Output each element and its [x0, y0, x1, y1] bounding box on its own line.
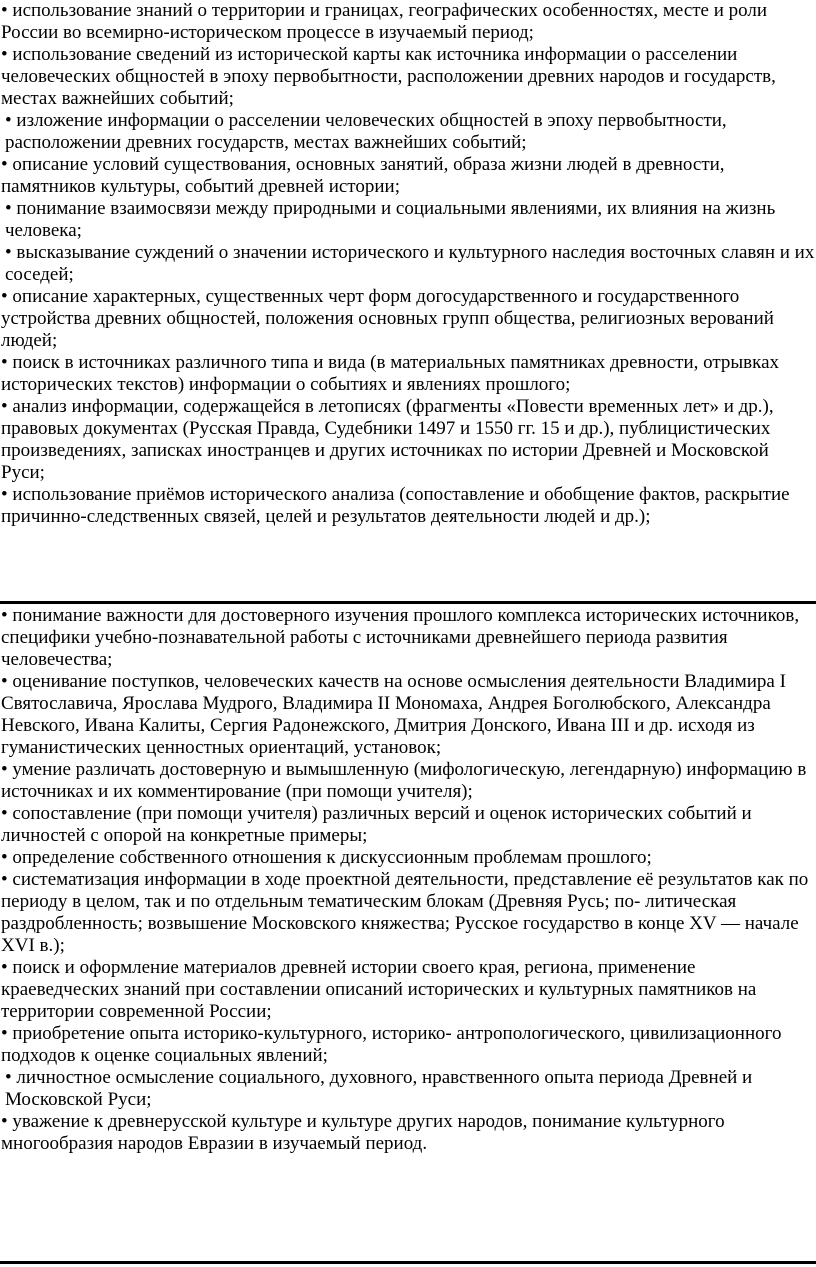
list-item: • использование сведений из исторической карты как источника информации о расселении человеческих общностей в эпоху первобытности, расположении древних народов и государств, местах важнейших событий;	[1, 44, 776, 109]
list-item: • умение различать достоверную и вымышленную (мифологическую, легендарную) информацию в источниках и их комментирование (при помощи учителя);	[1, 759, 807, 802]
list-item: • систематизация информации в ходе проектной деятельности, представление её результатов как по периоду в целом, так и по отдельным тематическим блокам (Древняя Русь; по- литическая раздробленность; возвышение Московского княжества; Русское государство в конце XV — начале XVI в.);	[1, 869, 809, 956]
section-divider	[0, 601, 816, 604]
list-item: • сопоставление (при помощи учителя) различных версий и оценок исторических событий и личностей с опорой на конкретные примеры;	[1, 803, 752, 846]
list-item: • поиск и оформление материалов древней истории своего края, региона, применение краеведческих знаний при составлении описаний исторических и культурных памятников на территории современной России;	[1, 957, 757, 1022]
list-item: • анализ информации, содержащейся в летописях (фрагменты «Повести временных лет» и др.), правовых документах (Русская Правда, Судебники 1497 и 1550 гг. 15 и др.), публицистических произведениях, записках иностранцев и других источниках по истории Древней и Московской Руси;	[1, 396, 774, 483]
list-item: • поиск в источниках различного типа и вида (в материальных памятниках древности, отрывках исторических текстов) информации о событиях и явлениях прошлого;	[1, 352, 780, 395]
bottom-section	[0, 605, 816, 1155]
list-item: • уважение к древнерусской культуре и культуре других народов, понимание культурного многообразия народов Евразии в изучаемый период.	[1, 1111, 725, 1154]
list-item: • изложение информации о расселении человеческих общностей в эпоху первобытности, расположении древних государств, местах важнейших событий;	[5, 110, 727, 153]
list-item: • высказывание суждений о значении исторического и культурного наследия восточных славян и их соседей;	[5, 242, 815, 285]
bottom-divider	[0, 1261, 816, 1264]
list-item: • использование приёмов исторического анализа (сопоставление и обобщение фактов, раскрытие причинно-следственных связей, целей и результатов деятельности людей и др.);	[1, 484, 790, 527]
top-section	[0, 0, 816, 528]
list-item: • личностное осмысление социального, духовного, нравственного опыта периода Древней и Московской Руси;	[5, 1067, 753, 1110]
list-item: • описание условий существования, основных занятий, образа жизни людей в древности, памятников культуры, событий древней истории;	[1, 154, 725, 197]
list-item: • приобретение опыта историко-культурного, историко- антропологического, цивилизационного подходов к оценке социальных явлений;	[1, 1023, 782, 1066]
list-item: • оценивание поступков, человеческих качеств на основе осмысления деятельности Владимира I Святославича, Ярослава Мудрого, Владимира II Мономаха, Андрея Боголюбского, Александра Невского, Ивана Калиты, Сергия Радонежского, Дмитрия Донского, Ивана III и др. исходя из гуманистических ценностных ориентаций, установок;	[1, 671, 786, 758]
list-item: • понимание важности для достоверного изучения прошлого комплекса исторических источников, специфики учебно-познавательной работы с источниками древнейшего периода развития человечества;	[1, 605, 800, 670]
list-item: • описание характерных, существенных черт форм догосударственного и государственного устройства древних общностей, положения основных групп общества, религиозных верований людей;	[1, 286, 774, 351]
list-item: • использование знаний о территории и границах, географических особенностях, месте и роли России во всемирно-историческом процессе в изучаемый период;	[1, 0, 768, 43]
list-item: • определение собственного отношения к дискуссионным проблемам прошлого;	[1, 847, 652, 868]
list-item: • понимание взаимосвязи между природными и социальными явлениями, их влияния на жизнь человека;	[5, 198, 776, 241]
